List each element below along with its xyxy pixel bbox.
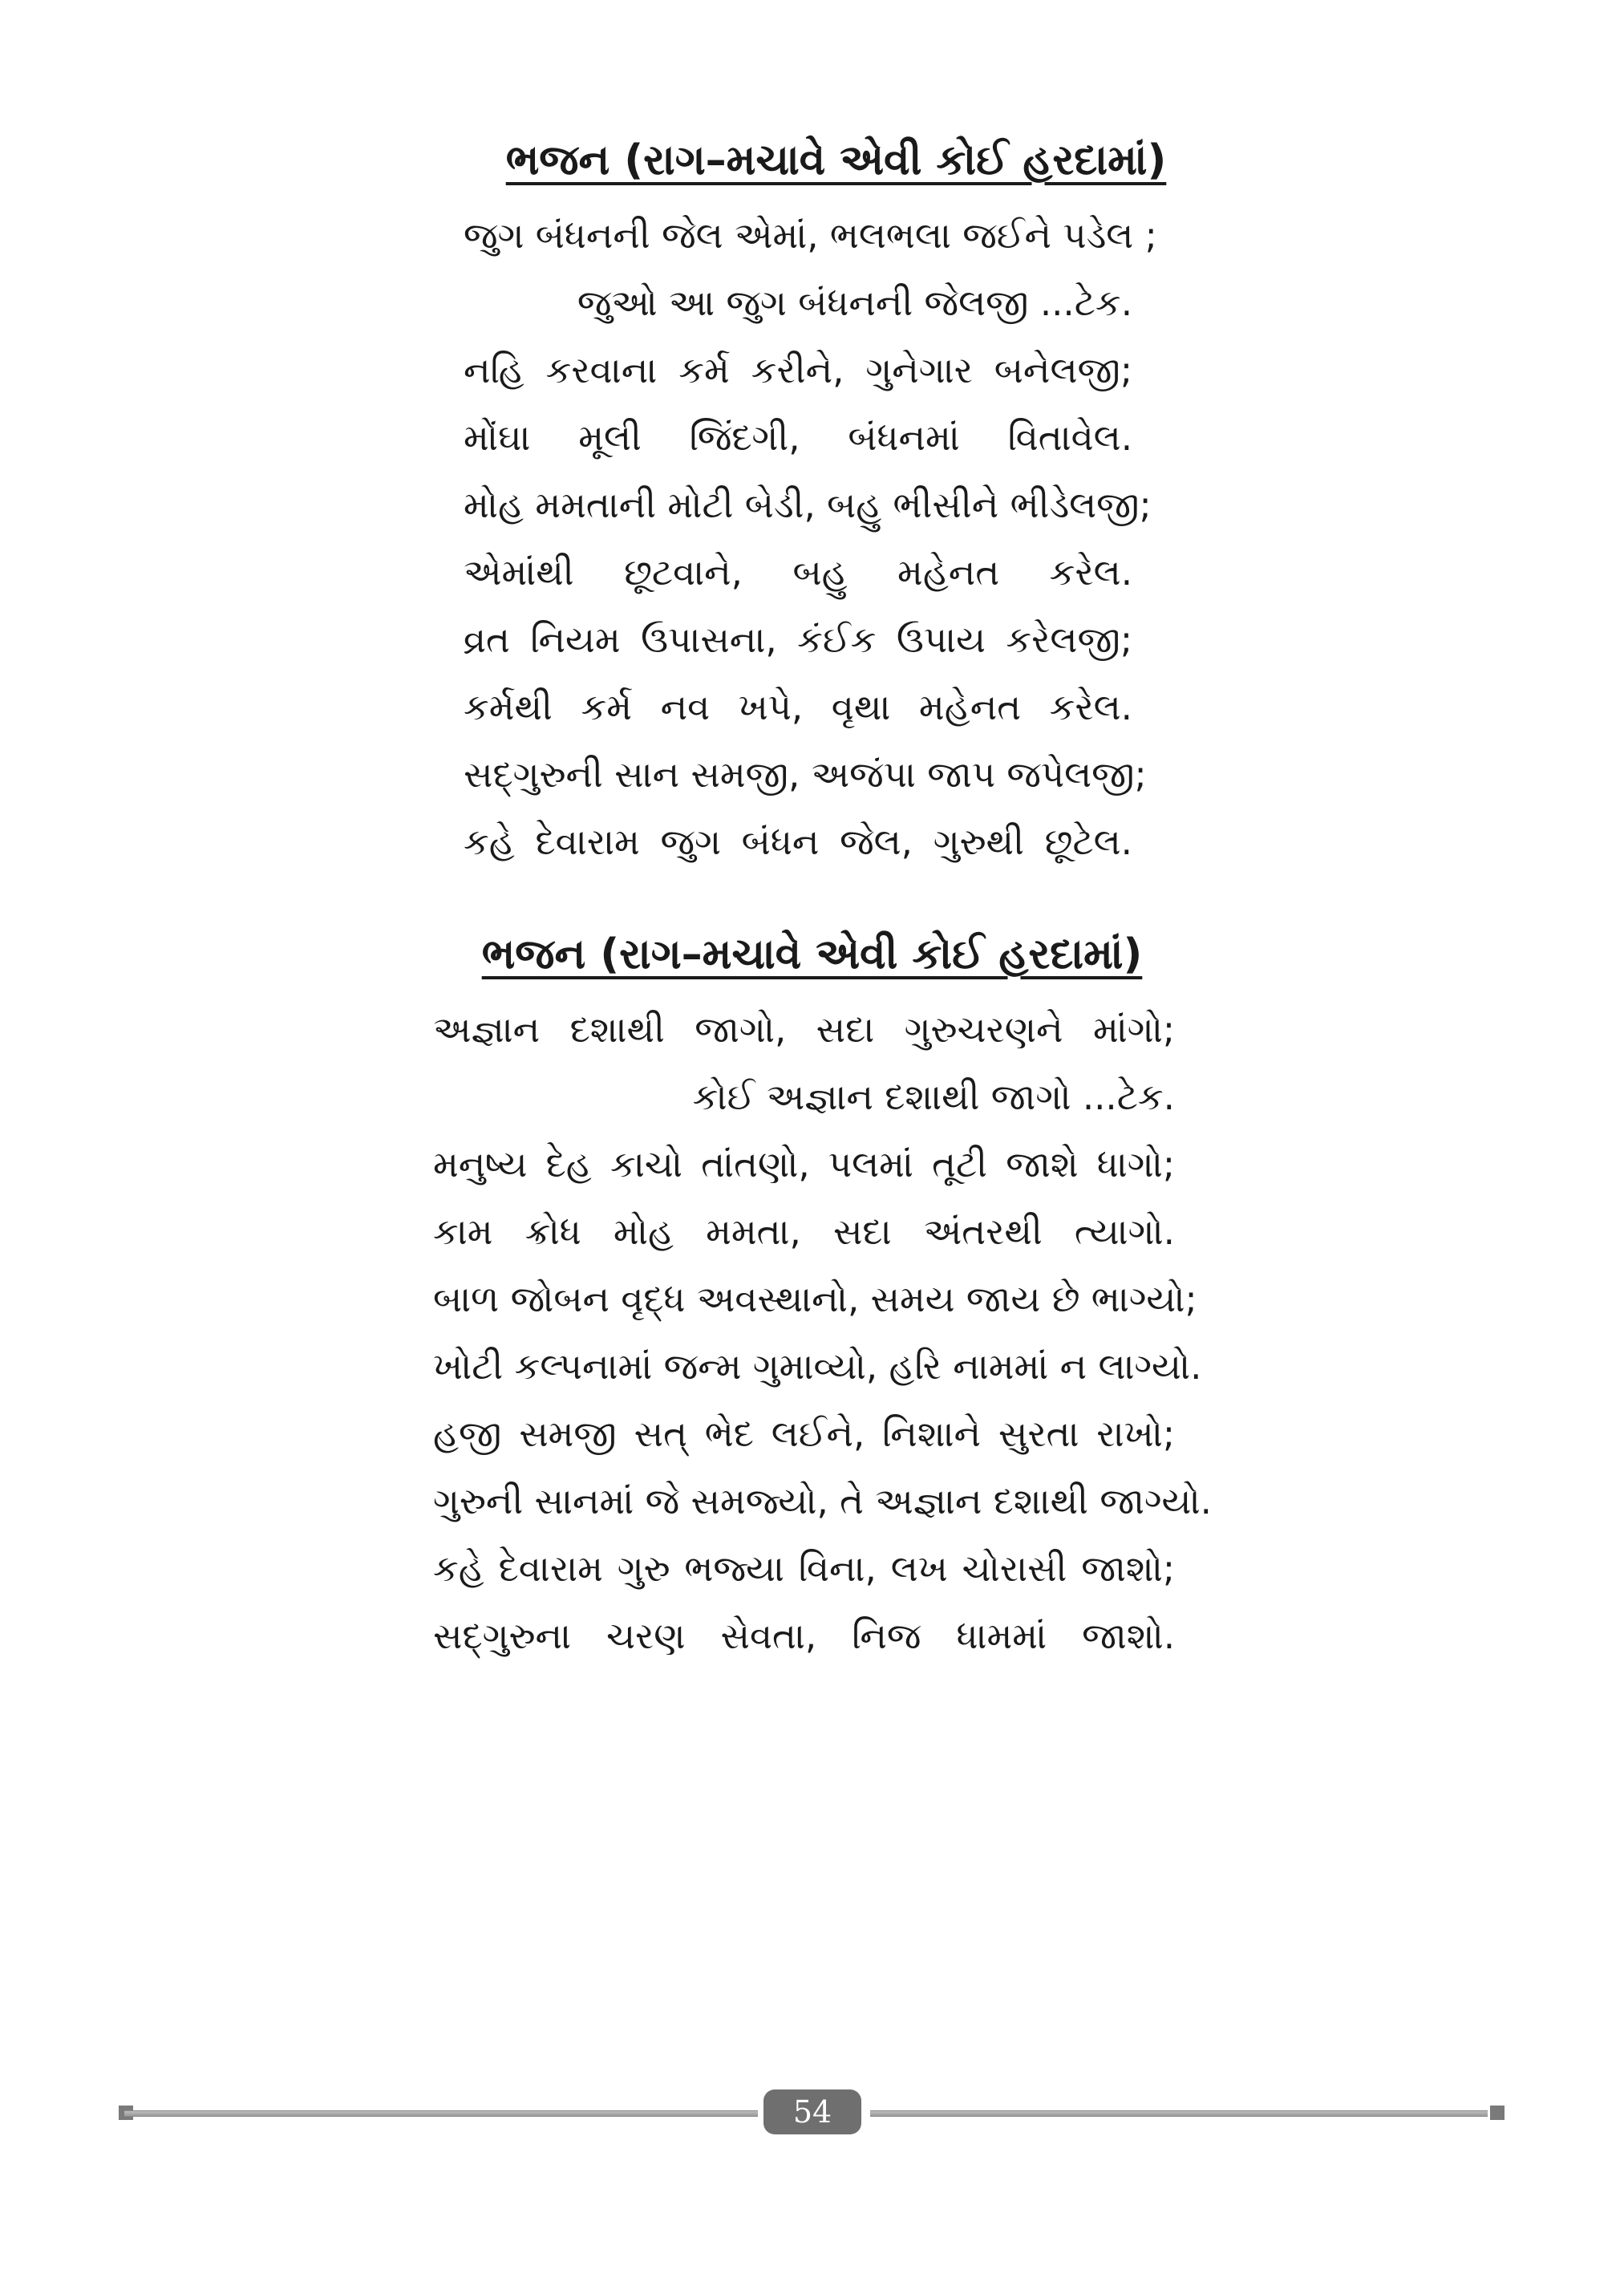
verse-line: મોહ મમતાની મોટી બેડી, બહુ ભીસીને ભીડેલજી; [464, 484, 1152, 526]
bhajan-title: ભજન (રાગ–મચાવે એવી કોઈ હરદામાં) [481, 930, 1143, 979]
verse-line: કહે દેવારામ જુગ બંધન જેલ, ગુરુથી છૂટેલ. [464, 821, 1132, 863]
verse-line: સદ્‌ગુરુના ચરણ સેવતા, નિજ ધામમાં જાશો. [433, 1615, 1175, 1657]
bhajan-title: ભજન (રાગ–મચાવે એવી કોઈ હરદામાં) [505, 136, 1167, 184]
verse-line: કર્મથી કર્મ નવ ખપે, વૃથા મહેનત કરેલ. [464, 686, 1132, 728]
verse-line: બાળ જોબન વૃદ્ધ અવસ્થાનો, સમય જાય છે ભાગ્યો; [433, 1278, 1197, 1320]
verse-line: એમાંથી છૂટવાને, બહુ મહેનત કરેલ. [464, 551, 1132, 594]
refrain-line: જુઓ આ જુગ બંધનની જેલજી ...ટેક. [577, 282, 1132, 324]
verse-line: નહિ કરવાના કર્મ કરીને, ગુનેગાર બનેલજી; [464, 349, 1132, 391]
verse-line: મોંઘા મૂલી જિંદગી, બંધનમાં વિતાવેલ. [464, 416, 1132, 459]
page-footer [0, 2089, 1624, 2138]
verse-line: વ્રત નિયમ ઉપાસના, કંઈક ઉપાય કરેલજી; [464, 618, 1132, 661]
verse-line: કામ ક્રોધ મોહ મમતા, સદા અંતરથી ત્યાગો. [433, 1210, 1175, 1253]
verse-block [433, 996, 1212, 1670]
verse-line: હજી સમજી સત્‌ ભેદ લઈને, નિશાને સુરતા રાખો; [433, 1413, 1175, 1455]
verse-block [464, 202, 1157, 876]
page-number-badge: 54 [763, 2089, 861, 2134]
verse-line: મનુષ્ય દેહ કાચો તાંતણો, પલમાં તૂટી જાશે ધાગો; [433, 1143, 1175, 1186]
bhajan-section-1 [0, 128, 1624, 876]
verse-line: ગુરુની સાનમાં જે સમજ્યો, તે અજ્ઞાન દશાથી જાગ્યો. [433, 1480, 1212, 1522]
verse-line: અજ્ઞાન દશાથી જાગો, સદા ગુરુચરણને માંગો; [433, 1008, 1175, 1051]
footer-rule-right [870, 2110, 1488, 2117]
refrain-line: કોઈ અજ્ઞાન દશાથી જાગો ...ટેક. [692, 1076, 1175, 1118]
bhajan-section-2 [0, 922, 1624, 1670]
verse-line: ખોટી કલ્પનામાં જન્મ ગુમાવ્યો, હરિ નામમાં ન લાગ્યો. [433, 1345, 1202, 1388]
footer-rule-left [124, 2110, 758, 2117]
footer-rule-cap-right [1490, 2106, 1505, 2120]
verse-line: સદ્‌ગુરુની સાન સમજી, અજંપા જાપ જપેલજી; [464, 753, 1147, 796]
verse-line: કહે દેવારામ ગુરુ ભજ્યા વિના, લખ ચોરાસી જાશો; [433, 1547, 1175, 1590]
verse-line: જુગ બંધનની જેલ એમાં, ભલભલા જઈને પડેલ ; [464, 214, 1157, 257]
